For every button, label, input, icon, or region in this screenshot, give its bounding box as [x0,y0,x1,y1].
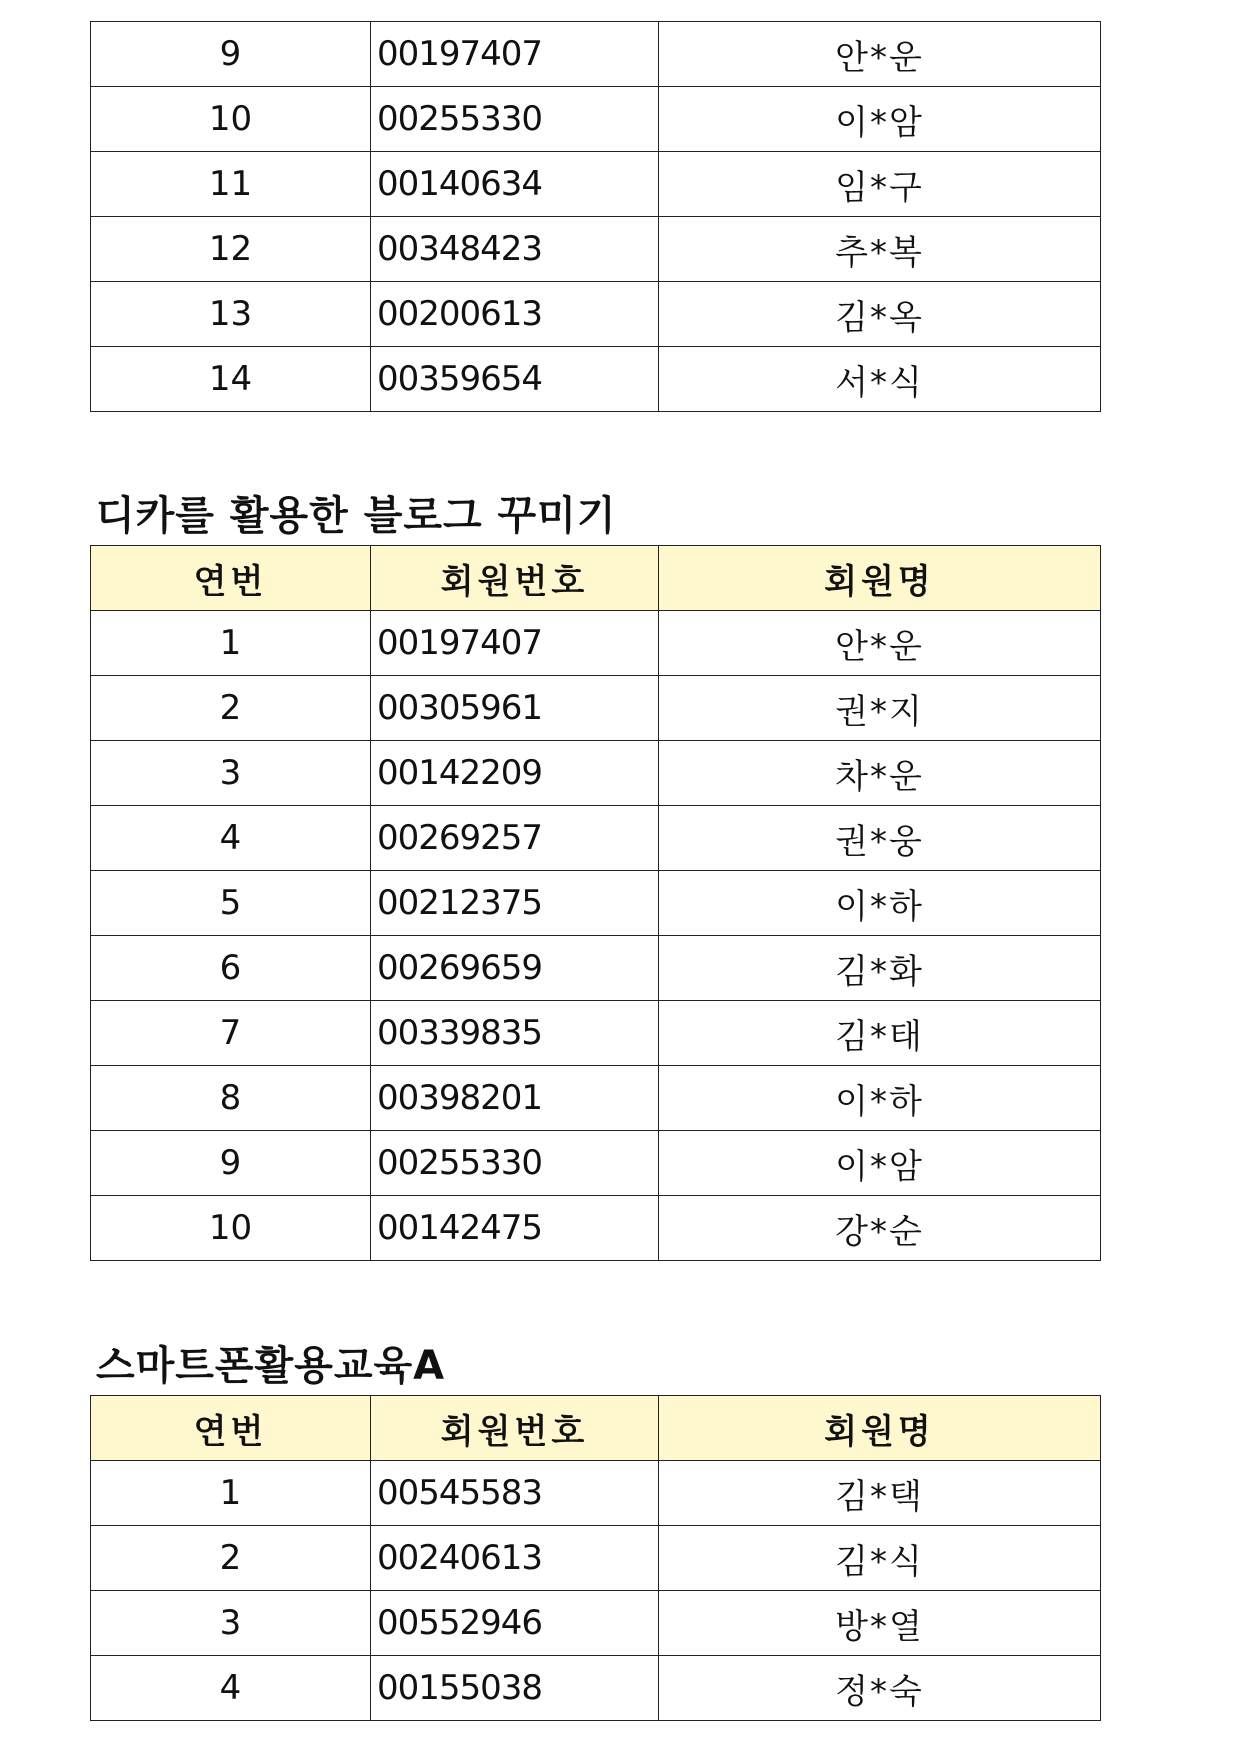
row-number: 2 [91,1526,371,1591]
member-id: 00552946 [371,1591,659,1656]
member-id: 00255330 [371,1131,659,1196]
member-name: 강*순 [659,1196,1101,1261]
row-number: 1 [91,1461,371,1526]
row-number: 9 [91,1131,371,1196]
row-number: 10 [91,87,371,152]
column-header-number: 연번 [91,546,371,611]
row-number: 14 [91,347,371,412]
table-row [91,347,1101,412]
row-number: 11 [91,152,371,217]
table-row [91,217,1101,282]
member-id: 00142475 [371,1196,659,1261]
member-table-blog [90,545,1100,1261]
row-number: 8 [91,1066,371,1131]
table-header-row [91,1396,1101,1461]
member-id: 00269257 [371,806,659,871]
table-row [91,676,1101,741]
member-name: 방*열 [659,1591,1101,1656]
member-name: 이*하 [659,871,1101,936]
member-id: 00212375 [371,871,659,936]
table-row [91,1656,1101,1721]
member-name: 김*화 [659,936,1101,1001]
table-row [91,1066,1101,1131]
table-row [91,1591,1101,1656]
member-id: 00348423 [371,217,659,282]
table-row [91,871,1101,936]
member-name: 서*식 [659,347,1101,412]
member-name: 김*옥 [659,282,1101,347]
member-id: 00269659 [371,936,659,1001]
member-table-partial [90,21,1100,412]
member-id: 00200613 [371,282,659,347]
table-row [91,806,1101,871]
table-header-row [91,546,1101,611]
member-id: 00155038 [371,1656,659,1721]
member-name: 권*웅 [659,806,1101,871]
member-name: 김*택 [659,1461,1101,1526]
member-name: 이*하 [659,1066,1101,1131]
table-row [91,936,1101,1001]
table-row [91,1001,1101,1066]
row-number: 9 [91,22,371,87]
member-name: 안*운 [659,22,1101,87]
row-number: 10 [91,1196,371,1261]
member-name: 추*복 [659,217,1101,282]
table-row [91,1131,1101,1196]
member-name: 김*식 [659,1526,1101,1591]
table-row [91,741,1101,806]
section-title-blog: 디카를 활용한 블로그 꾸미기 [96,493,617,539]
table-row [91,1196,1101,1261]
member-name: 임*구 [659,152,1101,217]
member-id: 00545583 [371,1461,659,1526]
column-header-number: 연번 [91,1396,371,1461]
member-id: 00339835 [371,1001,659,1066]
member-name: 차*운 [659,741,1101,806]
member-name: 안*운 [659,611,1101,676]
table-row [91,22,1101,87]
row-number: 7 [91,1001,371,1066]
column-header-member-id: 회원번호 [371,1396,659,1461]
member-id: 00359654 [371,347,659,412]
member-id: 00240613 [371,1526,659,1591]
member-id: 00305961 [371,676,659,741]
member-table [90,21,1101,412]
row-number: 4 [91,1656,371,1721]
row-number: 2 [91,676,371,741]
member-name: 이*암 [659,87,1101,152]
member-name: 권*지 [659,676,1101,741]
member-id: 00142209 [371,741,659,806]
table-row [91,611,1101,676]
row-number: 4 [91,806,371,871]
column-header-member-name: 회원명 [659,1396,1101,1461]
member-table [90,1395,1101,1721]
member-table [90,545,1101,1261]
table-row [91,282,1101,347]
row-number: 1 [91,611,371,676]
column-header-member-id: 회원번호 [371,546,659,611]
row-number: 5 [91,871,371,936]
member-name: 정*숙 [659,1656,1101,1721]
member-id: 00140634 [371,152,659,217]
member-id: 00398201 [371,1066,659,1131]
column-header-member-name: 회원명 [659,546,1101,611]
section-title-smartphone: 스마트폰활용교육A [96,1343,446,1389]
table-row [91,1526,1101,1591]
member-id: 00197407 [371,611,659,676]
table-row [91,1461,1101,1526]
member-name: 이*암 [659,1131,1101,1196]
row-number: 3 [91,741,371,806]
member-id: 00255330 [371,87,659,152]
member-id: 00197407 [371,22,659,87]
member-name: 김*태 [659,1001,1101,1066]
table-row [91,152,1101,217]
row-number: 3 [91,1591,371,1656]
member-table-smartphone [90,1395,1100,1721]
row-number: 12 [91,217,371,282]
row-number: 13 [91,282,371,347]
row-number: 6 [91,936,371,1001]
table-row [91,87,1101,152]
